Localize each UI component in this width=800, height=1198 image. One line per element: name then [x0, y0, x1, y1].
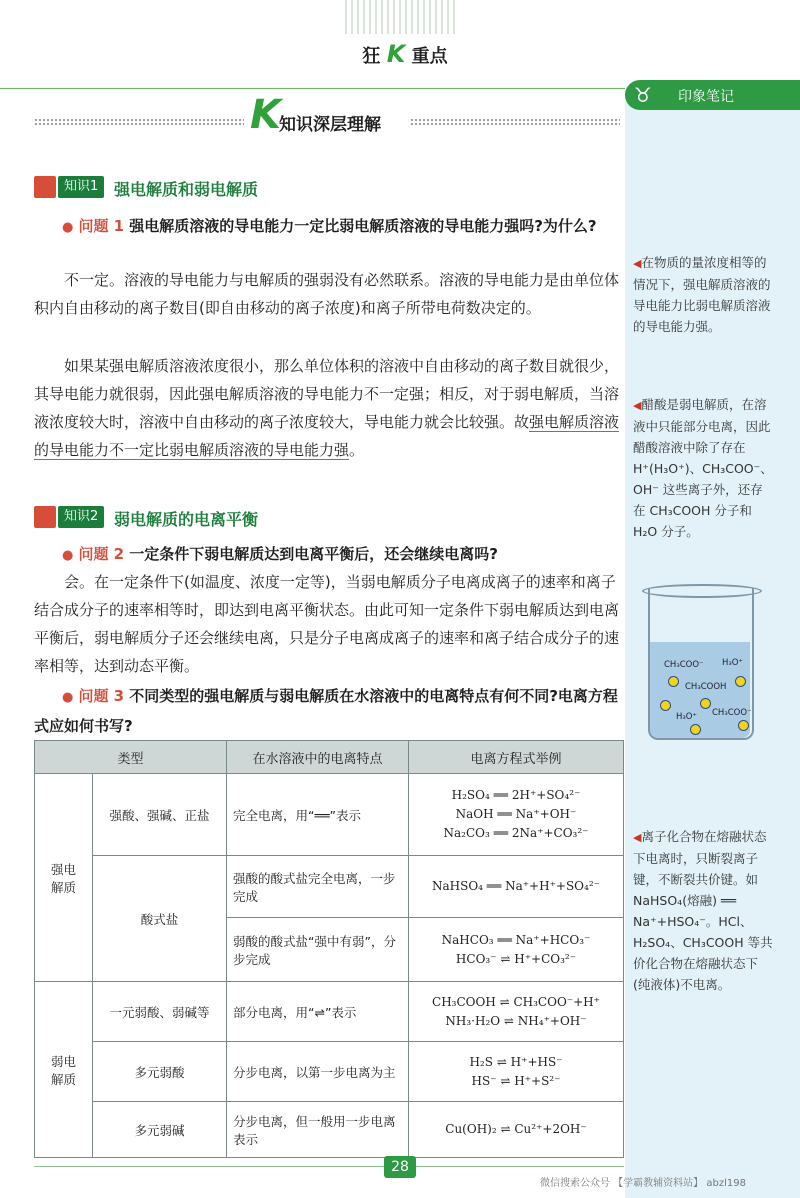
equation-cell: NaHCO₃ ══ Na⁺+HCO₃⁻ HCO₃⁻ ⇌ H⁺+CO₃²⁻: [409, 918, 624, 982]
type-cell: 多元弱酸: [93, 1042, 227, 1102]
molecule-label: CH₃COO⁻: [712, 708, 752, 718]
feature-cell: 强酸的酸式盐完全电离，一步完成: [227, 856, 409, 918]
question-text: 不同类型的强电解质与弱电解质在水溶液中的电离特点有何不同?电离方程式应如何书写?: [34, 687, 618, 735]
footer-divider: [34, 1166, 624, 1167]
leaf-icon: ●: [62, 690, 74, 705]
answer-paragraph: 不一定。溶液的导电能力与电解质的强弱没有必然联系。溶液的导电能力是由单位体积内自由移动的离子数目(即自由移动的离子浓度)和离子所带电荷数决定的。: [34, 271, 620, 317]
molecule-icon: [738, 720, 749, 731]
notes-sidebar-title: 印象笔记: [678, 89, 734, 105]
answer-paragraph: 如果某强电解质溶液浓度很小，那么单位体积的溶液中自由移动的离子数目就很少，其导电能力就很弱，因此强电解质溶液的导电能力不一定强；相反，对于弱电解质，当溶液浓度较大时，溶液中自由移动的离子浓度较大，导电能力就会比较强。故强电解质溶液的导电能力不一定比弱电解质溶液的导电能力强。: [34, 357, 620, 459]
question-text: 一定条件下弱电解质达到电离平衡后，还会继续电离吗?: [129, 545, 498, 563]
section-k-logo: K: [250, 92, 281, 138]
question-label: 问题 3: [78, 687, 125, 705]
title-dots-right: [410, 118, 620, 126]
key-conclusion: 强电解质溶液的导电能力不一定比弱电解质溶液的导电能力强: [34, 413, 620, 459]
leaf-icon: ●: [62, 548, 74, 563]
title-dots-left: [34, 118, 244, 126]
molecule-icon: [690, 724, 701, 735]
knowledge-badge: 知识2: [58, 506, 104, 528]
book-icon: [34, 176, 56, 198]
table-row: [35, 1042, 624, 1102]
table-header-row: [35, 741, 624, 774]
pointer-icon: ◀: [633, 831, 642, 844]
feature-cell: 完全电离，用“══”表示: [227, 774, 409, 856]
question-label: 问题 1: [78, 217, 125, 235]
book-series-title: 狂 K 重点: [362, 40, 448, 68]
knowledge-badge: 知识1: [58, 176, 104, 198]
molecule-label: H₃O⁺: [676, 712, 697, 722]
side-note-2: ◀醋酸是弱电解质，在溶液中只能部分电离，因此醋酸溶液中除了存在 H⁺(H₃O⁺)、CH₃COO⁻、OH⁻ 这些离子外，还存在 CH₃COOH 分子和 H₂O 分子。: [633, 397, 773, 539]
header-divider: [0, 88, 630, 89]
type-cell: 强酸、强碱、正盐: [93, 774, 227, 856]
molecule-icon: [668, 676, 679, 687]
table-row: [35, 856, 624, 918]
table-row: [35, 982, 624, 1042]
molecule-icon: [660, 700, 671, 711]
equation-cell: H₂S ⇌ H⁺+HS⁻ HS⁻ ⇌ H⁺+S²⁻: [409, 1042, 624, 1102]
leaf-icon: ●: [62, 220, 74, 235]
equation-cell: CH₃COOH ⇌ CH₃COO⁻+H⁺ NH₃·H₂O ⇌ NH₄⁺+OH⁻: [409, 982, 624, 1042]
equation-cell: H₂SO₄ ══ 2H⁺+SO₄²⁻ NaOH ══ Na⁺+OH⁻ Na₂CO₃ ══ 2Na⁺+CO₃²⁻: [409, 774, 624, 856]
molecule-icon: [700, 698, 711, 709]
book-icon: [34, 506, 56, 528]
pointer-icon: ◀: [633, 399, 642, 412]
beaker-rim: [642, 584, 762, 598]
category-cell: 弱电解质: [35, 982, 93, 1158]
feature-cell: 弱酸的酸式盐“强中有弱”，分步完成: [227, 918, 409, 982]
type-cell: 酸式盐: [93, 856, 227, 982]
equation-cell: Cu(OH)₂ ⇌ Cu²⁺+2OH⁻: [409, 1102, 624, 1158]
elephant-icon: ♉: [634, 83, 652, 107]
answer-paragraph: 会。在一定条件下(如温度、浓度一定等)，当弱电解质分子电离成离子的速率和离子结合成分子的速率相等时，即达到电离平衡状态。由此可知一定条件下弱电解质达到电离平衡后，弱电解质分子还会继续电离，只是分子电离成离子的速率和离子结合成分子的速率相等，达到动态平衡。: [34, 573, 620, 675]
question-1: [34, 212, 622, 242]
question-3: [34, 682, 622, 740]
question-text: 强电解质溶液的导电能力一定比弱电解质溶液的导电能力强吗?为什么?: [129, 217, 597, 235]
section-title: 知识深层理解: [279, 115, 381, 135]
side-note-1: ◀在物质的量浓度相等的情况下，强电解质溶液的导电能力比弱电解质溶液的导电能力强。: [633, 255, 771, 334]
footer-watermark: 微信搜索公众号 【学霸教辅资料站】 abzl198: [540, 1178, 746, 1189]
type-cell: 一元弱酸、弱碱等: [93, 982, 227, 1042]
header-pattern: [345, 0, 455, 34]
molecule-icon: [735, 676, 746, 687]
table-header: 类型: [35, 741, 227, 774]
molecule-label: H₃O⁺: [722, 658, 743, 668]
electrolyte-table: [34, 740, 624, 1158]
pointer-icon: ◀: [633, 257, 642, 270]
category-cell: 强电解质: [35, 774, 93, 982]
knowledge-title: 强电解质和弱电解质: [114, 180, 259, 199]
feature-cell: 部分电离，用“⇌”表示: [227, 982, 409, 1042]
page-number: 28: [384, 1156, 416, 1178]
feature-cell: 分步电离，以第一步电离为主: [227, 1042, 409, 1102]
feature-cell: 分步电离，但一般用一步电离表示: [227, 1102, 409, 1158]
table-row: [35, 774, 624, 856]
side-note-3: ◀离子化合物在熔融状态下电离时，只断裂离子键，不断裂共价键。如 NaHSO₄(熔融) ══ Na⁺+HSO₄⁻。HCl、H₂SO₄、CH₃COOH 等共价化合物在熔融状态下(纯液体)不电离。: [633, 829, 773, 992]
type-cell: 多元弱碱: [93, 1102, 227, 1158]
molecule-label: CH₃COOH: [685, 682, 727, 692]
question-2: [34, 540, 622, 570]
table-header: 在水溶液中的电离特点: [227, 741, 409, 774]
knowledge-title: 弱电解质的电离平衡: [114, 510, 259, 529]
question-label: 问题 2: [78, 545, 125, 563]
table-header: 电离方程式举例: [409, 741, 624, 774]
molecule-label: CH₃COO⁻: [664, 660, 704, 670]
table-row: [35, 1102, 624, 1158]
equation-cell: NaHSO₄ ══ Na⁺+H⁺+SO₄²⁻: [409, 856, 624, 918]
